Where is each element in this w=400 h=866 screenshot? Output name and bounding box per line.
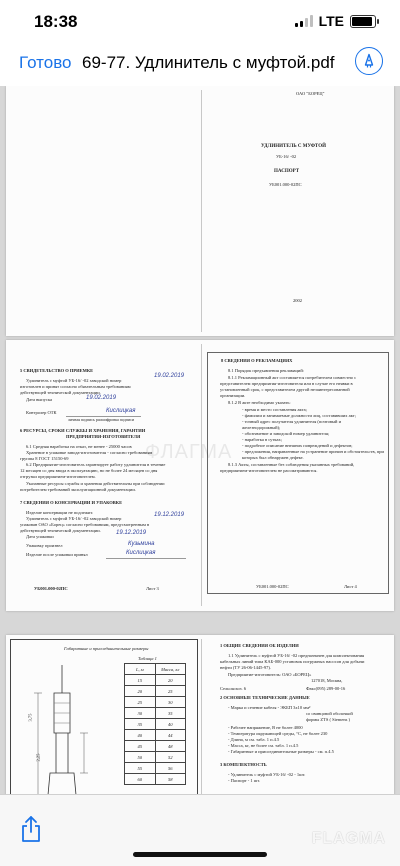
table-cell: 58 [168,776,173,782]
text-line: потребителем требований эксплуатационной документации. [20,487,136,492]
table-row [124,774,186,785]
table-cell: 52 [168,754,173,760]
text-line: 127018, Москва, [311,678,343,683]
text-line: 6.1 Средняя наработка на отказ, не менее - 25000 часов [26,444,132,449]
text-line: действующей технической документации. [20,528,101,533]
table-cell: 30 [125,708,156,718]
handwritten-signature-3: Кислицкая [126,550,156,556]
section-7-title: 7 СВЕДЕНИЯ О КОНСЕРВАЦИИ И УПАКОВКЕ [20,500,123,505]
status-indicators [295,13,376,29]
table-row [124,675,186,686]
text-line: нефти (ТУ 26-06-1445-97). [220,665,272,670]
table-cell: 15 [125,675,156,685]
corner-watermark: FLAGMA [311,830,386,847]
text-line: Хранение в упаковке завода-изготовителя - согласно требованиям [26,450,153,455]
dimension-label-b: 2,25 [35,753,41,762]
text-line: формы ZTS ( Siemens ) [306,717,350,722]
done-button[interactable]: Готово [19,53,72,72]
text-line: - предложения, направленные на устранение причин и обстоятельств, при [242,449,384,454]
signature-caption: личная подпись расшифровка подписи [68,417,135,422]
text-line: Удлинитель с муфтой УБ-16/ -02 заводской номер [26,378,122,383]
table-cell: 20 [168,677,173,683]
sheet-number-3: Лист 3 [146,586,159,591]
section-1-title: 1 ОБЩИЕ СВЕДЕНИЯ ОБ ИЗДЕЛИИ [220,643,299,648]
text-line: 12 месяцев со дня ввода в эксплуатацию, но не более 24 месяцев со дня [20,468,158,473]
pdf-page-1 [6,86,394,336]
text-line: - Рабочее напряжение, В не более 4000 [228,725,303,730]
table-header-row [124,663,186,675]
markup-button[interactable] [355,47,383,75]
home-indicator[interactable] [133,852,267,857]
table-row [124,719,186,730]
text-line: Изделие после упаковки принял [26,552,88,557]
text-line: со свинцовой оболочкой [306,711,353,716]
text-line: Упаковку произвел [26,543,63,548]
text-line: Сельскохоз. 6 [220,686,247,691]
footer-doc-code: УБ001.000-02ПС [34,586,68,591]
table-cell: 35 [168,710,173,716]
length-mass-table [124,663,186,785]
text-line: Удлинитель с муфтой УБ-16/ -02 заводской номер [26,516,122,521]
drawing-title: Габаритные и присоединительные размеры [64,646,149,651]
text-line: изготовлен и принят согласно обязательным требованиям [20,384,131,389]
text-line: - фамилии и занимаемые должности лиц, составивших акт; [242,413,356,418]
table-cell: 25 [168,688,173,694]
footer-doc-code-right: УБ001.000-02ПС [256,584,289,589]
table-header-cell: L, м [125,664,156,674]
text-line: организации. [220,393,246,398]
section-2-title: 2 ОСНОВНЫЕ ТЕХНИЧЕСКИЕ ДАННЫЕ [220,695,310,700]
text-line: - Паспорт - 1 шт. [228,778,261,783]
doc-code: УБ001.000-02ПС [269,182,302,187]
text-line: - подробное описание внешних повреждений и дефектов; [242,443,353,448]
text-line: 1.1 Удлинитель с муфтой УБ-16/ -02 предназначен для комплектования [228,653,365,658]
table-cell: 20 [125,686,156,696]
pdf-page-2 [6,340,394,611]
handwritten-date-3: 19.12.2019 [116,530,147,536]
text-line: - время и место составления акта; [242,407,307,412]
text-line: предприятием-изготовителем не рассматриваются. [220,468,318,473]
text-line: - наработка в сутках; [242,437,282,442]
document-title: 69-77. Удлинитель с муфтой.pdf [82,53,335,72]
dimension-label-a: 3,75 [27,713,33,722]
table-row [124,686,186,697]
text-line: действующей технической документации. [20,390,101,395]
text-line: - Длина, м см. табл. 1 п.4.5 [228,737,280,742]
table-row [124,763,186,774]
text-line: 8.1.2 В акте необходимо указать: [228,400,291,405]
doc-year: 2002 [293,298,302,303]
text-line: Предприятие-изготовитель: ОАО «БОРЕЦ» [228,672,312,677]
text-line: - точный адрес получателя удлинителя (почтовый и [242,419,341,424]
text-line: Контролер ОТК [26,410,57,415]
table-cell: 60 [125,774,156,784]
table-cell: 45 [125,741,156,751]
center-watermark: ФЛАГМА [145,441,233,463]
table-cell: 44 [168,732,173,738]
text-line: Указанные ресурсы службы и хранения действительны при соблюдении [26,481,165,486]
handwritten-signature: Кислицкая [106,408,136,414]
cell-signal-icon [295,15,313,27]
passport-heading: ПАСПОРТ [274,169,300,174]
table-cell: 30 [168,699,173,705]
section-6-title: 6 РЕСУРСЫ, СРОКИ СЛУЖБЫ И ХРАНЕНИЯ, ГАРАНТИИ [20,428,146,433]
table-cell: 48 [168,743,173,749]
text-line: - обозначение и заводской номер удлинителя; [242,431,330,436]
text-line: установленный срок, с представителем другой незаинтересованной [220,387,350,392]
connector-drawing [24,663,102,794]
table-cell: 40 [125,730,156,740]
sheet-number-4: Лист 4 [344,584,357,589]
handwritten-signature-2: Кузьмина [128,541,155,547]
network-type: LTE [318,13,344,29]
text-line: Дата упаковки [26,534,54,539]
table-cell: 55 [125,763,156,773]
section-8-title: 8 СВЕДЕНИЯ О РЕКЛАМАЦИЯХ [221,358,293,363]
status-bar [0,0,400,44]
text-line: представителем предприятия-изготовителя или в случае его неявки в [220,381,353,386]
table-cell: 40 [168,721,173,727]
text-line: Дата выпуска [26,397,53,402]
table-title: Таблица 1 [138,656,157,661]
pdf-page-3 [6,635,394,794]
table-cell: 25 [125,697,156,707]
section-3-title: 3 КОМПЛЕКТНОСТЬ [220,762,267,767]
markup-pen-icon [361,53,377,69]
table-row [124,708,186,719]
battery-icon [350,15,376,28]
text-line: Факс(095) 289-00-16 [306,686,346,691]
pdf-viewer[interactable] [0,86,400,794]
table-row [124,730,186,741]
table-cell: 50 [125,752,156,762]
text-line: 8.1.1 Рекламационный акт составляется потребителем совместно с [228,375,357,380]
handwritten-date: 19.02.2019 [154,373,185,379]
text-line: 6.2 Предприятие-изготовитель гарантирует работу удлинителя в течение [26,462,166,467]
table-row [124,752,186,763]
status-time: 18:38 [34,12,78,31]
handwritten-date-2: 19.12.2019 [154,512,185,518]
table-row [124,697,186,708]
text-line: - Марка и сечение кабеля - ЭКБП 3х10 мм² [228,705,311,710]
text-line: упакован ОАО «Борец» согласно требованиям, предусмотренным в [20,522,150,527]
text-line: - Температура окружающей среды, °С, не более 230 [228,731,328,736]
product-line: УДЛИНИТЕЛЬ С МУФТОЙ [261,144,326,149]
text-line: - Масса, кг, не более см. табл. 1 п.4.5 [228,743,299,748]
product-model: УБ-16/ -02 [276,154,297,159]
text-line: - Габаритные и присоединительные размеры - см. п.4.5 [228,749,334,754]
text-line: группы 8 ГОСТ 15150-69 [20,456,69,461]
text-line: которых был обнаружен дефект. [242,455,304,460]
table-cell: 56 [168,765,173,771]
text-line: 8.1.3 Акты, составленные без соблюдения указанных требований, [228,462,355,467]
share-button[interactable] [19,815,43,843]
table-row [124,741,186,752]
handwritten-date-short: 19.02.2019 [86,395,117,401]
text-line: кабельных линий типа КАБ-000 установок погружных насосов для добычи [220,659,365,664]
table-cell: 35 [125,719,156,729]
text-line: - Удлинитель с муфтой УБ-16/ -02 - 1шт. [228,772,306,777]
text-line: отгрузки предприятием-изготовителем. [20,474,96,479]
table-header-cell: Масса, кг [161,666,180,672]
share-icon [19,815,43,843]
section-5-title: 5 СВИДЕТЕЛЬСТВО О ПРИЕМКЕ [20,368,94,373]
company-name: ОАО "БОРЕЦ" [296,91,325,96]
text-line: Изделие консервации не подлежит. [26,510,94,515]
section-6-subtitle: ПРЕДПРИЯТИЯ-ИЗГОТОВИТЕЛЯ [66,434,141,439]
text-line: 8.1 Порядок предъявления рекламаций: [228,368,304,373]
text-line: железнодорожный); [242,425,281,430]
